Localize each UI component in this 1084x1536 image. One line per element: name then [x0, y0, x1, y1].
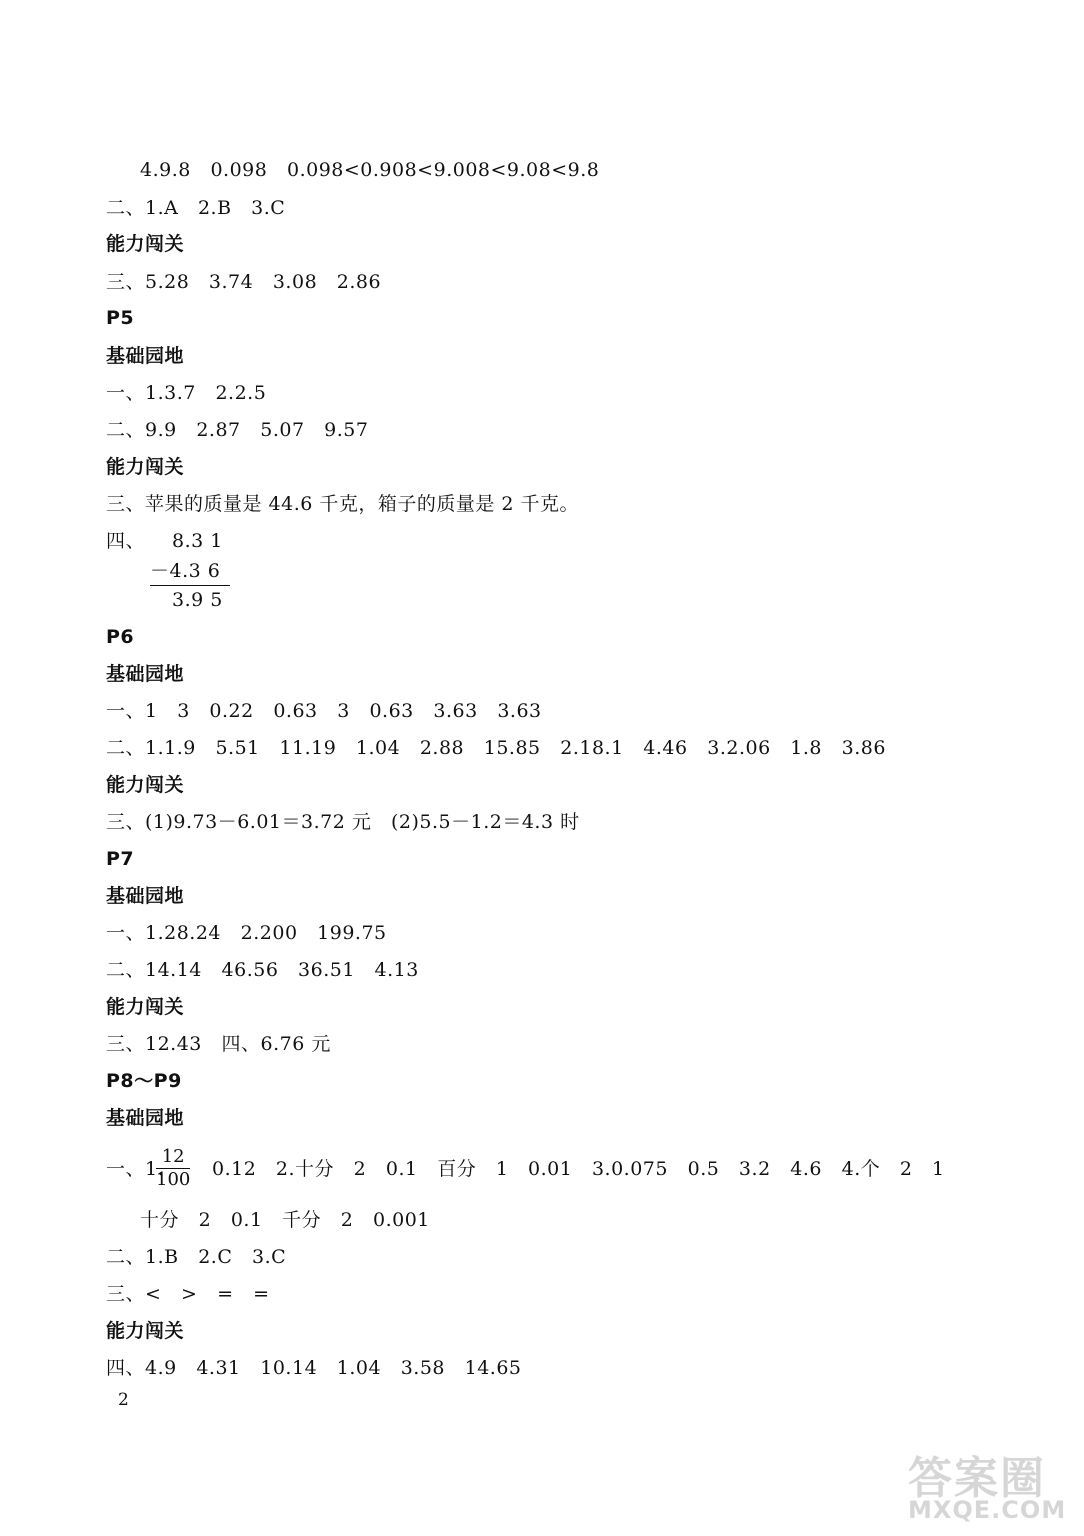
answer-label: 四、	[106, 530, 146, 552]
page-heading: P5	[106, 307, 135, 329]
answer-line: 三、5.28 3.74 3.08 2.86	[106, 271, 382, 293]
section-heading: 能力闯关	[106, 233, 185, 255]
answer-line: 十分 2 0.1 千分 2 0.001	[140, 1209, 430, 1231]
section-heading: 基础园地	[106, 885, 185, 907]
answer-line: 三、< > = =	[106, 1283, 270, 1305]
page-heading: P8～P9	[106, 1070, 182, 1092]
fraction-denominator: 100	[156, 1169, 191, 1190]
page-heading: P6	[106, 626, 135, 648]
subtraction-minuend: 8.3 1	[172, 530, 223, 552]
answer-line: 三、(1)9.73－6.01＝3.72 元 (2)5.5－1.2＝4.3 时	[106, 811, 580, 833]
section-heading: 基础园地	[106, 1107, 185, 1129]
answer-line: 三、12.43 四、6.76 元	[106, 1033, 331, 1055]
fraction	[156, 1146, 190, 1191]
section-heading: 基础园地	[106, 663, 185, 685]
watermark-logo	[902, 1442, 1072, 1528]
answer-line: 二、1.B 2.C 3.C	[106, 1246, 287, 1268]
answer-line: 一、1 3 0.22 0.63 3 0.63 3.63 3.63	[106, 700, 542, 722]
subtraction-subtrahend: －4.3 6	[150, 560, 221, 582]
answer-line: 二、9.9 2.87 5.07 9.57	[106, 419, 369, 441]
answer-line: 一、1.28.24 2.200 199.75	[106, 922, 387, 944]
section-heading: 能力闯关	[106, 774, 185, 796]
section-heading: 基础园地	[106, 345, 185, 367]
page-number: 2	[118, 1390, 129, 1410]
section-heading: 能力闯关	[106, 456, 185, 478]
section-heading: 能力闯关	[106, 1320, 185, 1342]
fraction-numerator: 12	[156, 1146, 190, 1169]
section-heading: 能力闯关	[106, 996, 185, 1018]
subtraction-result: 3.9 5	[172, 589, 223, 611]
answer-line: 0.12 2.十分 2 0.1 百分 1 0.01 3.0.075 0.5 3.2 4.6 4.个 2 1	[212, 1158, 945, 1180]
subtraction-rule	[150, 585, 230, 586]
answer-line: 二、1.A 2.B 3.C	[106, 197, 286, 219]
answer-line: 三、苹果的质量是 44.6 千克，箱子的质量是 2 千克。	[106, 493, 580, 515]
answer-line: 一、1.3.7 2.2.5	[106, 382, 267, 404]
watermark-url: MXQE.COM	[908, 1496, 1067, 1524]
watermark-text: 答案圈	[908, 1453, 1046, 1504]
answer-line: 四、4.9 4.31 10.14 1.04 3.58 14.65	[106, 1357, 522, 1379]
answer-line: 二、14.14 46.56 36.51 4.13	[106, 959, 419, 981]
page-heading: P7	[106, 848, 135, 870]
answer-line: 二、1.1.9 5.51 11.19 1.04 2.88 15.85 2.18.1 4.46 3.2.06 1.8 3.86	[106, 737, 886, 759]
answer-line: 4.9.8 0.098 0.098<0.908<9.008<9.08<9.8	[140, 159, 600, 181]
answer-prefix: 一、1.	[106, 1158, 165, 1180]
